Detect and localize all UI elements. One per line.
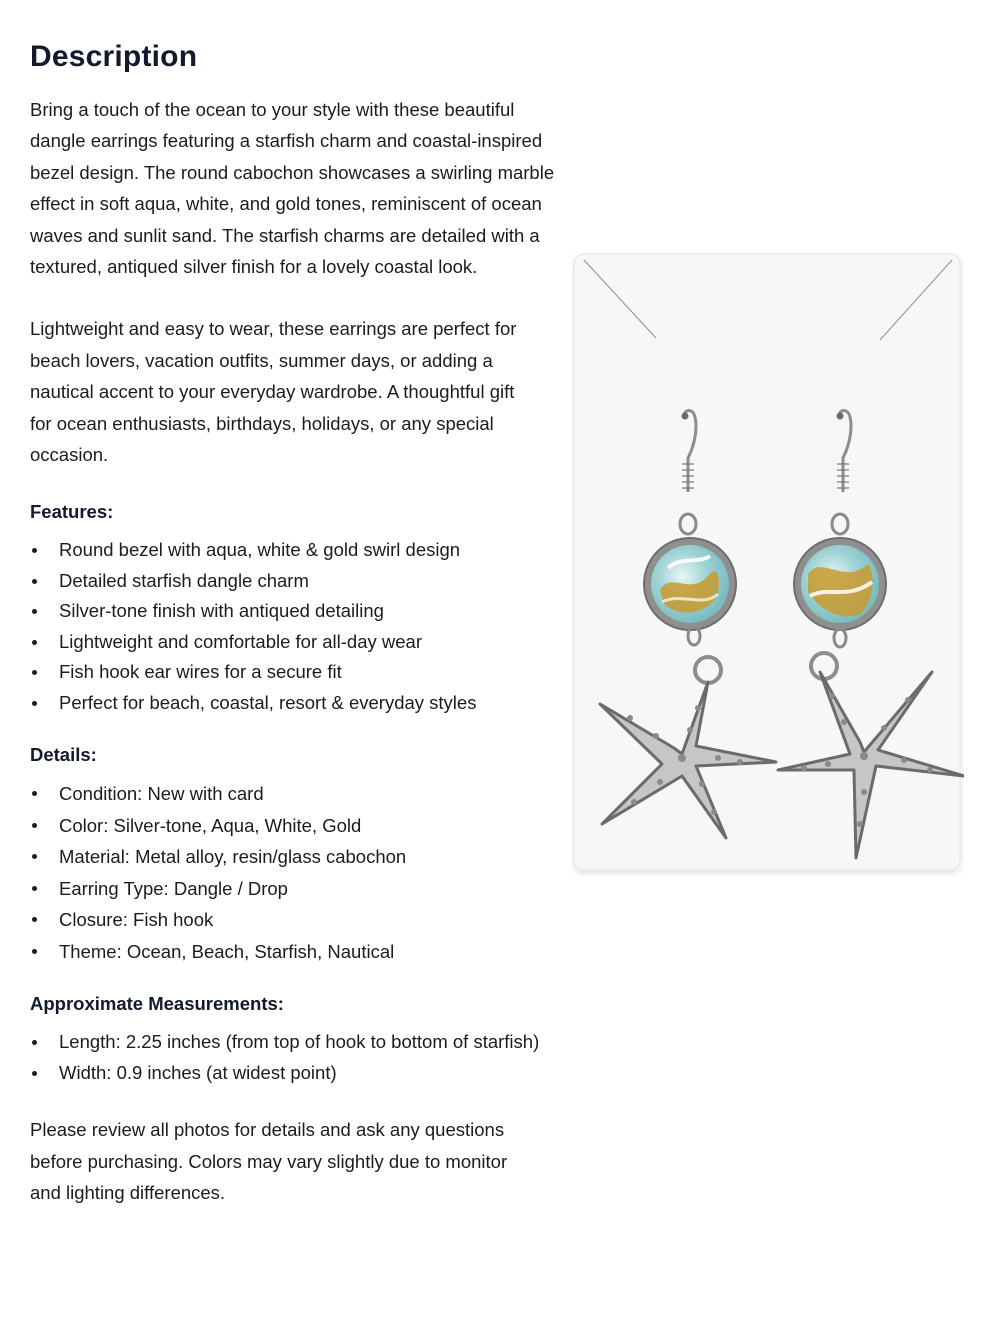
- list-item: Detailed starfish dangle charm: [30, 566, 570, 596]
- measurements-heading: Approximate Measurements:: [30, 993, 284, 1015]
- description-section: [30, 40, 570, 1240]
- list-item: Round bezel with aqua, white & gold swirl design: [30, 535, 570, 565]
- list-item: Theme: Ocean, Beach, Starfish, Nautical: [30, 936, 570, 968]
- measurements-list: [30, 1027, 570, 1088]
- list-item: Perfect for beach, coastal, resort & everyday styles: [30, 688, 570, 718]
- list-item: Fish hook ear wires for a secure fit: [30, 657, 570, 687]
- page-title: Description: [30, 40, 198, 73]
- list-item: Closure: Fish hook: [30, 904, 570, 936]
- list-item: Material: Metal alloy, resin/glass cabochon: [30, 841, 570, 873]
- list-item: Earring Type: Dangle / Drop: [30, 873, 570, 905]
- list-item: Lightweight and comfortable for all-day wear: [30, 627, 570, 657]
- features-list: [30, 535, 570, 717]
- intro-paragraph-2: Lightweight and easy to wear, these earrings are perfect for beach lovers, vacation outfits, summer days, or adding a nautical accent to your everyday wardrobe. A thoughtful gift for ocean enthusiasts, birthdays, holidays, or any special occasion.: [30, 318, 517, 466]
- features-heading: Features:: [30, 501, 114, 523]
- list-item: Color: Silver-tone, Aqua, White, Gold: [30, 810, 570, 842]
- list-item: Width: 0.9 inches (at widest point): [30, 1058, 570, 1088]
- earrings-on-card-image: [572, 252, 964, 876]
- list-item: Silver-tone finish with antiqued detailing: [30, 596, 570, 626]
- details-heading: Details:: [30, 743, 97, 765]
- display-card: [574, 254, 960, 870]
- list-item: Condition: New with card: [30, 778, 570, 810]
- list-item: Length: 2.25 inches (from top of hook to bottom of starfish): [30, 1027, 570, 1057]
- product-photo: [572, 252, 964, 876]
- intro-paragraph-1: Bring a touch of the ocean to your style with these beautiful dangle earrings featuring a starfish charm and coastal-inspired bezel design. The round cabochon showcases a swirling marble effect in soft aqua, white, and gold tones, reminiscent of ocean waves and sunlit sand. The starfish charms are detailed with a textured, antiqued silver finish for a lovely coastal look.: [30, 99, 555, 278]
- closing-paragraph: Please review all photos for details and ask any questions before purchasing. Colors may vary slightly due to monitor and lighting differences.: [30, 1119, 508, 1204]
- details-list: [30, 778, 570, 968]
